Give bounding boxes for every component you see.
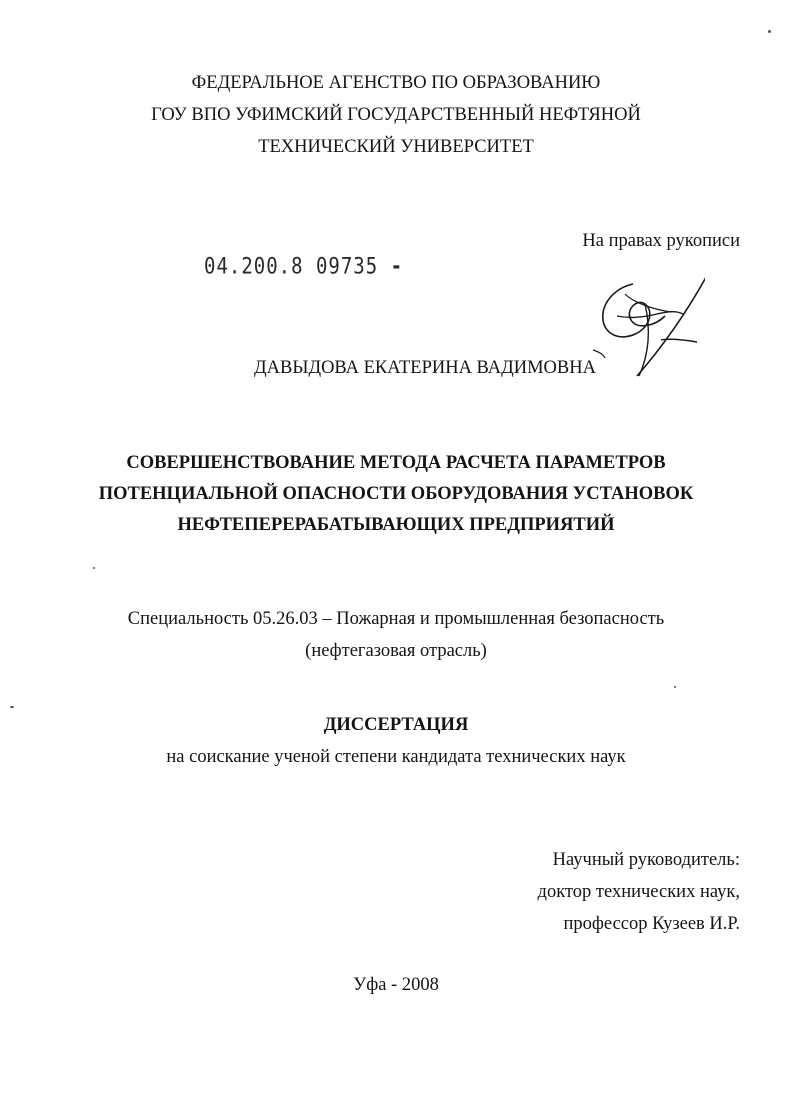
specialty-line-1: Специальность 05.26.03 – Пожарная и промышленная безопасность	[127, 609, 665, 629]
registration-stamp	[204, 254, 403, 279]
header-university: ГОУ ВПО УФИМСКИЙ ГОСУДАРСТВЕННЫЙ НЕФТЯНОЙ	[151, 105, 641, 125]
scan-speck	[768, 30, 771, 33]
scan-speck	[674, 686, 676, 688]
stamp-number: 04.200.8 09735	[204, 254, 379, 280]
supervisor-name: профессор Кузеев И.Р.	[563, 914, 740, 934]
supervisor-degree: доктор технических наук,	[537, 882, 740, 902]
title-line-2: ПОТЕНЦИАЛЬНОЙ ОПАСНОСТИ ОБОРУДОВАНИЯ УСТАНОВОК	[98, 484, 694, 504]
title-line-3: НЕФТЕПЕРЕРАБАТЫВАЮЩИХ ПРЕДПРИЯТИЙ	[177, 515, 615, 535]
scan-speck	[93, 567, 95, 569]
author-name: ДАВЫДОВА ЕКАТЕРИНА ВАДИМОВНА	[254, 358, 596, 378]
stamp-dash: -	[378, 254, 404, 280]
header-agency: ФЕДЕРАЛЬНОЕ АГЕНСТВО ПО ОБРАЗОВАНИЮ	[191, 73, 601, 93]
header-university-cont: ТЕХНИЧЕСКИЙ УНИВЕРСИТЕТ	[258, 137, 534, 157]
supervisor-label: Научный руководитель:	[552, 850, 740, 870]
place-year: Уфа - 2008	[353, 975, 439, 995]
rights-note: На правах рукописи	[582, 231, 740, 251]
degree-sought: на соискание ученой степени кандидата технических наук	[166, 747, 626, 767]
title-line-1: СОВЕРШЕНСТВОВАНИЕ МЕТОДА РАСЧЕТА ПАРАМЕТРОВ	[126, 453, 666, 473]
specialty-line-2: (нефтегазовая отрасль)	[305, 641, 487, 661]
scan-speck	[10, 706, 14, 708]
document-type: ДИССЕРТАЦИЯ	[323, 715, 469, 735]
